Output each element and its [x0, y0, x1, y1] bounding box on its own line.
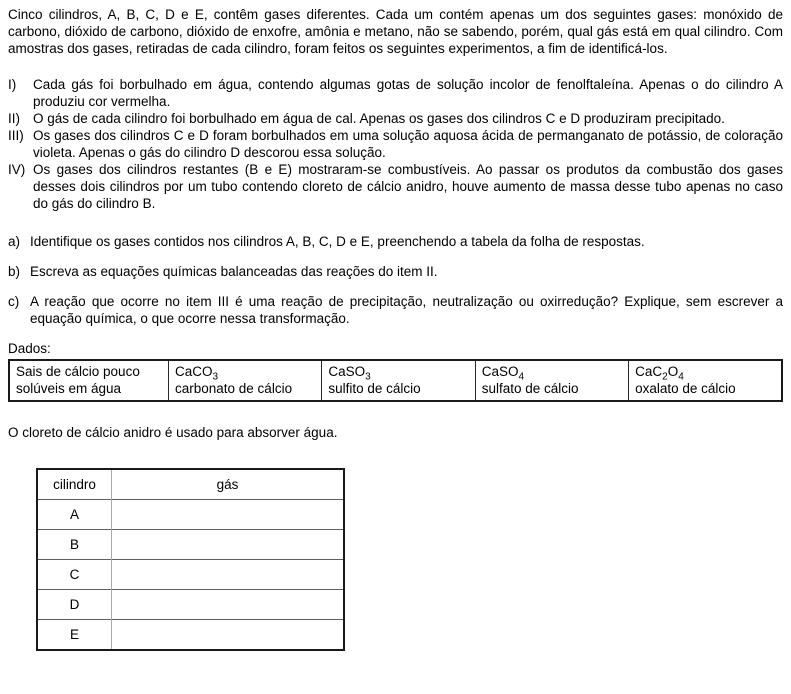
intro-paragraph: Cinco cilindros, A, B, C, D e E, contêm gases diferentes. Cada um contém apenas um dos seguintes gases: monóxido de carbono, dióxido de carbono, dióxido de enxofre, amônia e metano, não se sabendo, porém, qual gás está em qual cilindro. Com amostras dos gases, retiradas de cada cilindro, foram feitos os seguintes experimentos, a fim de identificá-los. — [8, 7, 783, 56]
answer-header-cylinder: cilindro — [37, 469, 112, 500]
note-paragraph: O cloreto de cálcio anidro é usado para absorver água. — [8, 425, 338, 440]
question-text: Escreva as equações químicas balanceadas das reações do item II. — [30, 264, 438, 279]
salt-cell-caco3 — [169, 360, 322, 401]
question-letter: b) — [8, 264, 21, 279]
experiment-item-3 — [8, 127, 783, 161]
salt-name: sulfito de cálcio — [328, 381, 421, 396]
experiment-numeral: IV) — [8, 162, 26, 177]
dados-caption-cell — [9, 360, 169, 401]
answer-row-e — [37, 620, 344, 651]
experiment-text: O gás de cada cilindro foi borbulhado em água de cal. Apenas os gases dos cilindros C e D produziram precipitado. — [33, 111, 725, 126]
gas-answer-cell — [112, 530, 345, 560]
experiment-numeral: I) — [8, 77, 17, 92]
gas-answer-cell — [112, 500, 345, 530]
experiment-text: Os gases dos cilindros C e D foram borbulhados em uma solução aquosa ácida de permanganato de potássio, de coloração violeta. Apenas o gás do cilindro D descorou essa solução. — [33, 128, 783, 160]
questions-list — [8, 233, 783, 327]
experiment-text: Cada gás foi borbulhado em água, contendo algumas gotas de solução incolor de fenolftaleína. Apenas o do cilindro A produziu cor vermelha. — [33, 77, 783, 109]
dados-caption-line2: solúveis em água — [16, 381, 122, 396]
experiment-numeral: II) — [8, 111, 20, 126]
salt-cell-caso4 — [475, 360, 628, 401]
answer-row-a — [37, 500, 344, 530]
experiments-list — [8, 76, 783, 212]
experiment-item-1 — [8, 76, 783, 110]
answer-row-c — [37, 560, 344, 590]
salt-cell-cac2o4 — [629, 360, 782, 401]
experiment-item-2 — [8, 110, 783, 127]
cylinder-label: A — [37, 500, 112, 530]
answer-header-gas: gás — [216, 477, 239, 492]
question-a — [8, 233, 783, 250]
question-letter: c) — [8, 294, 20, 309]
salt-formula: CaCO$_3$ — [175, 364, 219, 383]
answer-table — [36, 468, 345, 651]
cylinder-label: B — [37, 530, 112, 560]
dados-table — [8, 359, 783, 402]
answer-header-row — [37, 469, 344, 500]
salt-name: sulfato de cálcio — [481, 381, 579, 396]
experiment-item-4 — [8, 161, 783, 212]
question-b — [8, 263, 783, 280]
salt-formula: CaSO$_3$ — [328, 364, 371, 383]
question-c — [8, 293, 783, 327]
salt-cell-caso3 — [322, 360, 475, 401]
question-text: Identifique os gases contidos nos cilindros A, B, C, D e E, preenchendo a tabela da folha de respostas. — [30, 234, 645, 249]
gas-answer-cell — [112, 560, 345, 590]
cylinder-label: C — [37, 560, 112, 590]
experiment-numeral: III) — [8, 128, 24, 143]
question-text: A reação que ocorre no item III é uma reação de precipitação, neutralização ou oxirredução? Explique, sem escrever a equação química, o que ocorre nessa transformação. — [30, 294, 783, 326]
gas-answer-cell — [112, 590, 345, 620]
dados-row — [9, 360, 782, 401]
cylinder-label: D — [37, 590, 112, 620]
salt-formula: $CaC_2O_4$ — [635, 364, 684, 383]
salt-name: carbonato de cálcio — [175, 381, 293, 396]
question-letter: a) — [8, 234, 21, 249]
answer-row-d — [37, 590, 344, 620]
answer-row-b — [37, 530, 344, 560]
gas-answer-cell — [112, 620, 345, 651]
experiment-text: Os gases dos cilindros restantes (B e E) mostraram-se combustíveis. Ao passar os produtos da combustão dos gases desses dois cilindros por um tubo contendo cloreto de cálcio anidro, houve aumento de massa desse tubo apenas no caso do gás do cilindro B. — [33, 162, 783, 211]
salt-formula: CaSO$_4$ — [481, 364, 525, 383]
dados-label: Dados: — [8, 341, 51, 356]
dados-caption-line1: Sais de cálcio pouco — [16, 364, 140, 379]
salt-name: oxalato de cálcio — [635, 381, 736, 396]
cylinder-label: E — [37, 620, 112, 651]
